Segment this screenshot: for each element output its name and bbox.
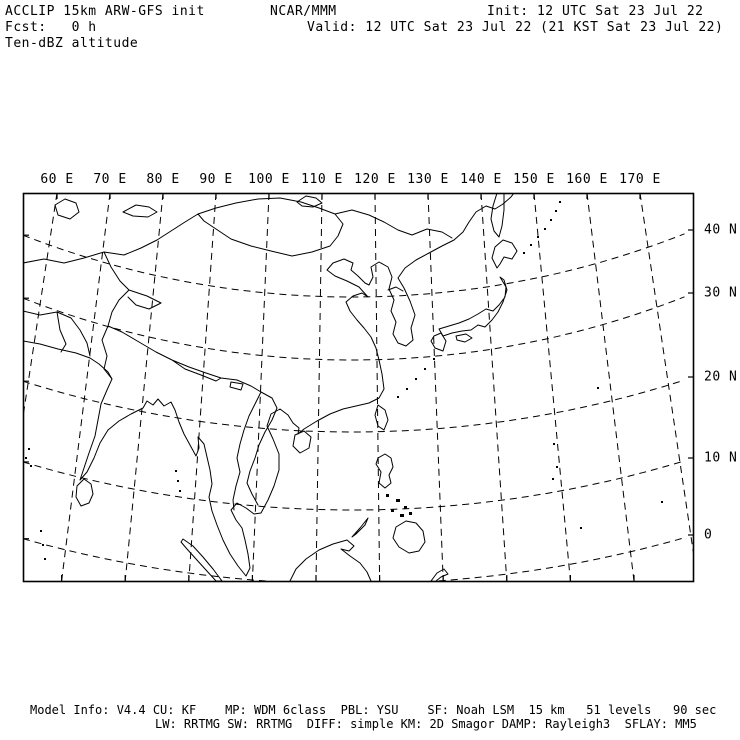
meridian-160E — [587, 193, 634, 581]
parallel-40n — [23, 234, 685, 297]
header-field-name: Ten-dBZ altitude — [5, 36, 139, 51]
lon-label: 70 E — [93, 172, 127, 187]
island-sri-lanka — [76, 479, 93, 506]
geography-layer — [23, 193, 663, 581]
meridian-170E — [640, 193, 698, 581]
lon-label: 60 E — [40, 172, 74, 187]
lat-label: 10 N — [704, 450, 738, 466]
island-hokkaido — [492, 240, 517, 268]
lon-label: 80 E — [146, 172, 180, 187]
island-sulawesi-tip — [431, 569, 448, 581]
island-shikoku — [456, 334, 472, 342]
lon-label: 110 E — [301, 172, 343, 187]
meridian-120E — [375, 193, 380, 581]
lat-label: 40 N — [704, 222, 738, 238]
lon-label: 140 E — [460, 172, 502, 187]
meridian-60E — [0, 193, 57, 581]
lon-label: 170 E — [619, 172, 661, 187]
meridian-110E — [316, 193, 322, 581]
lon-label: 130 E — [407, 172, 449, 187]
meridian-80E — [125, 193, 163, 581]
header-init-time: Init: 12 UTC Sat 23 Jul 22 — [487, 4, 704, 19]
parallel-30n — [23, 297, 685, 360]
island-sakhalin — [491, 193, 504, 237]
header-org-name: NCAR/MMM — [270, 4, 337, 19]
map-frame — [24, 194, 694, 582]
meridian-130E — [428, 193, 443, 581]
header-model-name: ACCLIP 15km ARW-GFS init — [5, 4, 205, 19]
meridian-90E — [189, 193, 216, 581]
island-taiwan — [375, 405, 388, 430]
country-borders — [23, 198, 452, 510]
lake-aral — [55, 199, 79, 219]
island-borneo — [290, 540, 371, 581]
lon-label: 160 E — [566, 172, 608, 187]
island-hainan — [293, 431, 311, 453]
lat-label: 0 — [704, 527, 713, 543]
meridian-100E — [252, 193, 269, 581]
lon-label: 100 E — [248, 172, 290, 187]
lat-label: 20 N — [704, 369, 738, 385]
meridian-150E — [534, 193, 570, 581]
parallel-0n — [23, 538, 685, 584]
lon-label: 90 E — [199, 172, 233, 187]
header-forecast-hour: Fcst: 0 h — [5, 20, 97, 35]
footer-model-options-line1: Model Info: V4.4 CU: KF MP: WDM 6class PBL: YSU SF: Noah LSM 15 km 51 levels 90 sec — [30, 703, 717, 717]
lat-label: 30 N — [704, 285, 738, 301]
island-palawan — [352, 518, 368, 537]
footer-model-options-line2: LW: RRTMG SW: RRTMG DIFF: simple KM: 2D Smagor DAMP: Rayleigh3 SFLAY: MM5 — [155, 717, 697, 731]
header-valid-time: Valid: 12 UTC Sat 23 Jul 22 (21 KST Sat 23 Jul 22) — [307, 20, 724, 35]
lon-label: 150 E — [513, 172, 555, 187]
lake-balkhash — [123, 205, 157, 217]
axis-ticks — [23, 193, 694, 581]
parallel-10n — [23, 461, 685, 510]
island-mindanao — [393, 521, 425, 553]
lon-label: 120 E — [354, 172, 396, 187]
